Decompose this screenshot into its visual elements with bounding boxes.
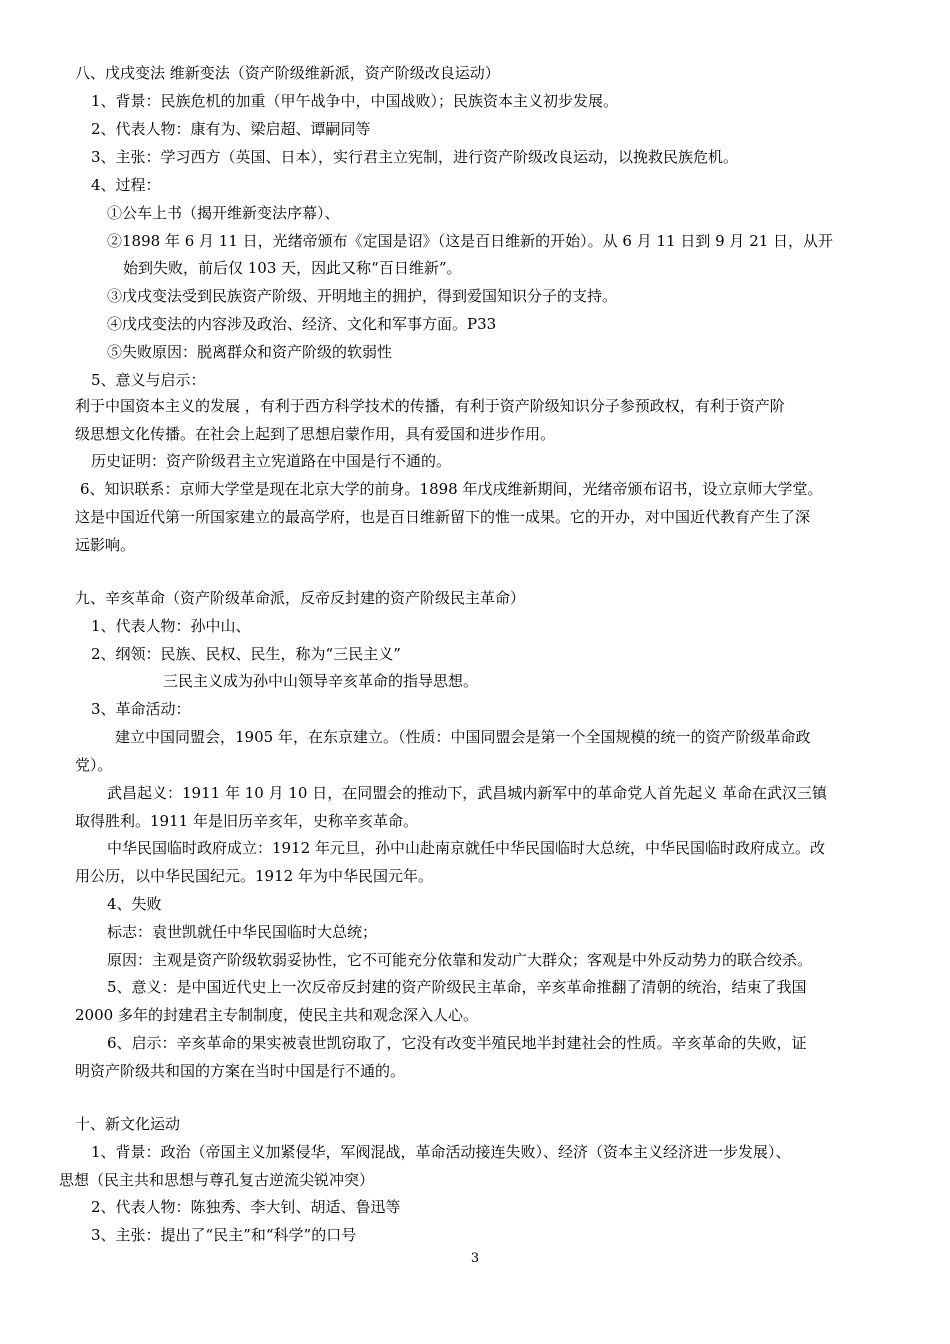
section-8-significance-heading: 5、意义与启示： (91, 371, 206, 389)
process-item-3: ③戊戌变法受到民族资产阶级、开明地主的拥护，得到爱国知识分子的支持。 (107, 287, 618, 305)
section-9-program-note: 三民主义成为孙中山领导辛亥革命的指导思想。 (163, 672, 479, 690)
process-item-4: ④戊戌变法的内容涉及政治、经济、文化和军事方面。P33 (107, 315, 497, 333)
significance-text-2: 级思想文化传播。在社会上起到了思想启蒙作用，具有爱国和进步作用。 (75, 425, 556, 443)
section-8-process-heading: 4、过程： (91, 176, 161, 194)
knowledge-link-2: 这是中国近代第一所国家建立的最高学府，也是百日维新留下的惟一成果。它的开办，对中国近代教育产生了深 (75, 508, 811, 526)
wuchang-text-1: 武昌起义：1911 年 10 月 10 日，在同盟会的推动下，武昌城内新军中的革命党人首先起义 革命在武汉三镇 (107, 784, 827, 802)
section-10-background-2: 思想（民主共和思想与尊孔复古逆流尖锐冲突） (59, 1171, 375, 1189)
failure-reason: 原因：主观是资产阶级软弱妥协性，它不可能充分依靠和发动广大群众；客观是中外反动势力的联合绞杀。 (107, 951, 813, 969)
section-8-representatives: 2、代表人物：康有为、梁启超、谭嗣同等 (91, 120, 371, 138)
section-9-title: 九、辛亥革命（资产阶级革命派，反帝反封建的资产阶级民主革命） (75, 589, 526, 607)
section-10-representatives: 2、代表人物：陈独秀、李大钊、胡适、鲁迅等 (91, 1198, 401, 1216)
section-10-proposals: 3、主张：提出了“民主”和“科学”的口号 (91, 1226, 357, 1244)
knowledge-link-1: 6、知识联系：京师大学堂是现在北京大学的前身。1898 年戊戌维新期间，光绪帝颁布诏书，设立京师大学堂。 (80, 480, 823, 498)
section-9-lesson-1: 6、启示：辛亥革命的果实被袁世凯窃取了，它没有改变半殖民地半封建社会的性质。辛亥革命的失败，证 (107, 1034, 807, 1052)
section-10-background-1: 1、背景：政治（帝国主义加紧侵华，军阀混战，革命活动接连失败）、经济（资本主义经济进一步发展）、 (91, 1143, 791, 1161)
section-9-significance-1: 5、意义：是中国近代史上一次反帝反封建的资产阶级民主革命，辛亥革命推翻了清朝的统治，结束了我国 (107, 978, 807, 996)
process-item-5: ⑤失败原因：脱离群众和资产阶级的软弱性 (107, 343, 393, 361)
section-9-lesson-2: 明资产阶级共和国的方案在当时中国是行不通的。 (75, 1062, 406, 1080)
section-9-failure-heading: 4、失败 (107, 895, 162, 913)
section-9-activities-heading: 3、革命活动： (91, 700, 191, 718)
section-8-background: 1、背景：民族危机的加重（甲午战争中，中国战败）；民族资本主义初步发展。 (91, 92, 619, 110)
section-9-representative: 1、代表人物：孙中山、 (91, 617, 251, 635)
section-9-program: 2、纲领：民族、民权、民生，称为“三民主义” (91, 645, 401, 663)
page-number: 3 (470, 1251, 480, 1266)
section-8-title: 八、戊戌变法 维新变法（资产阶级维新派，资产阶级改良运动） (75, 64, 500, 82)
tongmenghui-text-2: 党）。 (75, 756, 113, 774)
process-item-2: ②1898 年 6 月 11 日，光绪帝颁布《定国是诏》（这是百日维新的开始）。从 6 月 11 日到 9 月 21 日，从开 (107, 232, 834, 250)
tongmenghui-text-1: 建立中国同盟会，1905 年，在东京建立。（性质：中国同盟会是第一个全国规模的统一的资产阶级革命政 (115, 728, 811, 746)
section-8-proposals: 3、主张：学习西方（英国、日本），实行君主立宪制，进行资产阶级改良运动，以挽救民族危机。 (91, 148, 739, 166)
history-proof: 历史证明：资产阶级君主立宪道路在中国是行不通的。 (91, 452, 452, 470)
process-item-1: ①公车上书（揭开维新变法序幕）、 (107, 204, 340, 222)
section-9-significance-2: 2000 多年的封建君主专制制度，使民主共和观念深入人心。 (75, 1006, 478, 1024)
section-10-title: 十、新文化运动 (75, 1115, 181, 1133)
failure-sign: 标志：袁世凯就任中华民国临时大总统； (107, 923, 378, 941)
provisional-gov-text-2: 用公历，以中华民国纪元。1912 年为中华民国元年。 (75, 867, 433, 885)
wuchang-text-2: 取得胜利。1911 年是旧历辛亥年，史称辛亥革命。 (75, 812, 418, 830)
process-item-2-cont: 始到失败，前后仅 103 天，因此又称“百日维新”。 (123, 259, 462, 277)
provisional-gov-text-1: 中华民国临时政府成立：1912 年元旦，孙中山赴南京就任中华民国临时大总统，中华民国临时政府成立。改 (107, 839, 825, 857)
knowledge-link-3: 远影响。 (75, 536, 136, 554)
significance-text-1: 利于中国资本主义的发展 ，有利于西方科学技术的传播，有利于资产阶级知识分子参预政权，有利于资产阶 (75, 397, 785, 415)
